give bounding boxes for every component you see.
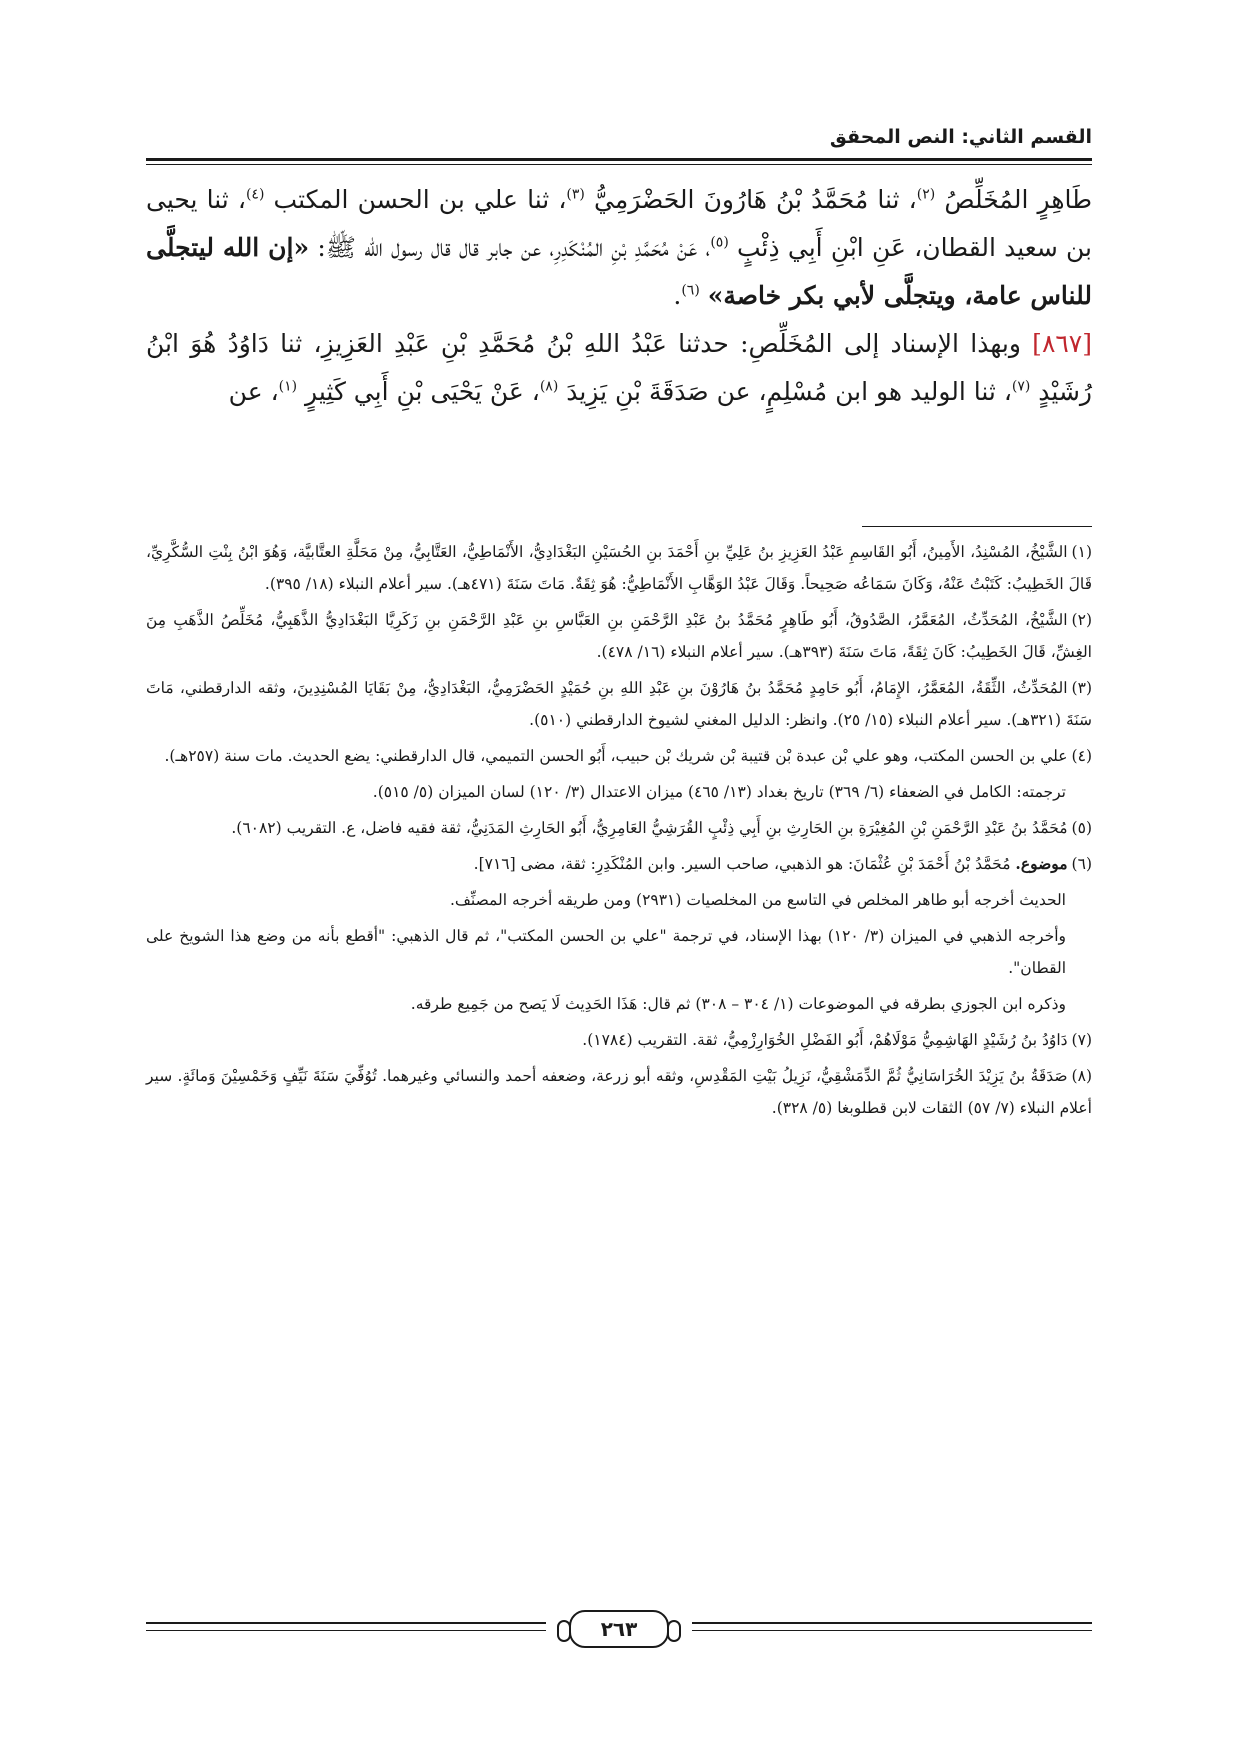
page-number: ٢٦٣ bbox=[569, 1610, 669, 1648]
text-run: ، عن bbox=[228, 377, 279, 406]
text-run: وبهذا الإسناد إلى المُخَلِّصِ: حدثنا عَبْدُ اللهِ بْنُ مُحَمَّدِ بْنِ عَبْدِ العَزِيزِ، ثنا دَاوُدُ هُوَ ابْنُ رُشَيْدٍ bbox=[146, 329, 1092, 406]
header-rule-thick bbox=[146, 158, 1092, 161]
grading-label: موضوع. bbox=[1015, 854, 1068, 873]
footnote-text: صَدَقَةُ بنُ يَزِيْدَ الخُرَاسَانِيُّ ثُمَّ الدِّمَشْقِيُّ، نَزِيلُ بَيْتِ المَقْدِسِ، وثقه أبو زرعة، وضعفه أحمد والنسائي وغيرهما. تُوُفِّيَ سَنَةَ نَيِّفٍ وَخَمْسِيْنَ وَمائَةٍ. سير أعلام النبلاء (٧/ ٥٧) الثقات لابن قطلوبغا (٥/ ٣٢٨). bbox=[146, 1067, 1092, 1117]
footnote-label: (٦) bbox=[1071, 855, 1092, 873]
footnote-label: (٨) bbox=[1071, 1067, 1092, 1085]
footnote-ref: (٤) bbox=[245, 186, 265, 203]
footnote-4-continued: ترجمته: الكامل في الضعفاء (٦/ ٣٦٩) تاريخ بغداد (١٣/ ٤٦٥) ميزان الاعتدال (٣/ ١٢٠) لسان الميزان (٥/ ٥١٥). bbox=[372, 783, 1066, 801]
text-run: ، عَنْ يَحْيَى بْنِ أَبِي كَثِيرٍ bbox=[297, 377, 540, 406]
footnote-separator bbox=[862, 526, 1092, 527]
footer-rule bbox=[146, 1622, 546, 1624]
main-text bbox=[146, 176, 1092, 416]
footnote-6 bbox=[146, 848, 1092, 880]
text-run: ، ثنا علي بن الحسن المكتب bbox=[264, 185, 567, 214]
footnote-text: مُحَمَّدُ بْنُ أَحْمَدَ بْنِ عُثْمَانَ: هو الذهبي، صاحب السير. وابن المُنْكَدِرِ: ثقة، مضى [٧١٦]. bbox=[473, 855, 1016, 873]
footnote-text: دَاوُدُ بنُ رُشَيْدٍ الهَاشِمِيُّ مَوْلَاهُمْ، أَبُو الفَضْلِ الخُوَارِزْمِيُّ، ثقة. التقريب (١٧٨٤). bbox=[582, 1031, 1068, 1049]
header-rule-thin bbox=[146, 164, 1092, 165]
section-title: القسم الثاني: النص المحقق bbox=[829, 126, 1092, 148]
footnote-text: علي بن الحسن المكتب، وهو علي بْن عبدة بْن قتيبة بْن شريك بْن حبيب، أَبُو الحسن التميمي، قال الدارقطني: يضع الحديث. مات سنة (٢٥٧هـ). bbox=[164, 747, 1068, 765]
footnote-text: الشَّيْخُ، المُحَدِّثُ، المُعَمَّرُ، الصَّدُوقُ، أَبُو طَاهِرٍ مُحَمَّدُ بنُ عَبْدِ الرَّحْمَنِ بنِ العَبَّاسِ بنِ عَبْدِ الرَّحْمَنِ بنِ زَكَرِيَّا البَغْدَادِيُّ الذَّهَبِيُّ، مُخَلِّصُ الذَّهَبِ مِنَ الغِشِّ، قَالَ الخَطِيبُ: كَانَ ثِقَةً، مَاتَ سَنَةَ (٣٩٣هـ). سير أعلام النبلاء (١٦/ ٤٧٨). bbox=[146, 611, 1092, 661]
footnote-1 bbox=[146, 536, 1092, 600]
footnote-label: (١) bbox=[1071, 543, 1092, 561]
text-run: ، ثنا الوليد هو ابن مُسْلِمٍ، عن صَدَقَةَ بْنِ يَزِيدَ bbox=[558, 377, 1012, 406]
footnote-text: مُحَمَّدُ بنُ عَبْدِ الرَّحْمَنِ بْنِ المُغِيْرَةِ بنِ الحَارِثِ بنِ أَبِي ذِئْبٍ القُرَشِيُّ العَامِرِيُّ، أَبُو الحَارِثِ المَدَنِيُّ، ثقة فقيه فاضل، ع. التقريب (٦٠٨٢). bbox=[231, 819, 1068, 837]
text-run: طَاهِرٍ المُخَلِّصُ bbox=[935, 185, 1093, 214]
footnote-label: (٥) bbox=[1071, 819, 1092, 837]
footnote-text: المُحَدِّثُ، الثِّقَةُ، المُعَمَّرُ، الإِمَامُ، أَبُو حَامِدٍ مُحَمَّدُ بنُ هَارُوْنَ بنِ عَبْدِ اللهِ بنِ حُمَيْدٍ الحَضْرَمِيُّ، البَغْدَادِيُّ، مِنْ بَقَايَا المُسْنِدِينَ، وثقه الدارقطني، مَاتَ سَنَةَ (٣٢١هـ). سير أعلام النبلاء (١٥/ ٢٥). وانظر: الدليل المغني لشيوخ الدارقطني (٥١٠). bbox=[146, 679, 1092, 729]
page-header bbox=[146, 118, 1092, 168]
footnote-ref: (٢) bbox=[916, 186, 936, 203]
footnote-ref: (٦) bbox=[681, 282, 700, 299]
footnotes bbox=[146, 536, 1092, 1128]
hadith-text: «إن الله ليتجلَّى للناس عامة، ويتجلَّى لأبي بكر خاصة» bbox=[146, 233, 1092, 310]
paragraph-hadith-867 bbox=[146, 320, 1092, 416]
footnote-ref: (٣) bbox=[566, 186, 585, 203]
footnote-ref: (١) bbox=[278, 378, 298, 395]
footnote-6-continued: الحديث أخرجه أبو طاهر المخلص في التاسع من المخلصيات (٢٩٣١) ومن طريقه أخرجه المصنِّف. bbox=[449, 891, 1066, 909]
footnote-label: (٤) bbox=[1071, 747, 1092, 765]
footnote-label: (٣) bbox=[1071, 679, 1092, 697]
footer-rule bbox=[146, 1630, 546, 1631]
text-run: . bbox=[673, 281, 682, 310]
footnote-ref: (٥) bbox=[710, 234, 729, 251]
footnote-4 bbox=[146, 740, 1092, 772]
page-footer bbox=[146, 1608, 1092, 1648]
footnote-5 bbox=[146, 812, 1092, 844]
footnote-6-continued: وذكره ابن الجوزي بطرقه في الموضوعات (١/ ٣٠٤ – ٣٠٨) ثم قال: هَذَا الحَدِيث لَا يَصح من جَمِيع طرقه. bbox=[410, 995, 1066, 1013]
document-page bbox=[146, 118, 1092, 1658]
footnote-text: الشَّيْخُ، المُسْنِدُ، الأَمِينُ، أَبُو القَاسِمِ عَبْدُ العَزِيزِ بنُ عَلِيِّ بنِ أَحْمَدَ بنِ الحُسَيْنِ البَغْدَادِيُّ، الأَنْمَاطِيُّ، العَتَّابِيُّ، مِنْ مَحَلَّةِ العتَّابيَّة، وَهُوَ ابْنُ بِنْتِ السُّكَّرِيِّ، قَالَ الخَطِيبُ: كَتَبْتُ عَنْهُ، وَكَانَ سَمَاعُه صَحِيحاً. وَقَالَ عَبْدُ الوَهَّابِ الأَنْمَاطِيُّ: هُوَ ثِقَةٌ. مَاتَ سَنَةَ (٤٧١هـ). سير أعلام النبلاء (١٨/ ٣٩٥). bbox=[146, 543, 1092, 593]
text-run: ، عَنْ مُحَمَّدِ بْنِ المُنْكَدِرِ، عن جابر قال قال رسول الله ﷺ: bbox=[309, 233, 711, 262]
text-run: ، ثنا يحيى بن سعيد القطان، عَنِ ابْنِ أَبِي ذِئْبٍ bbox=[146, 185, 1093, 262]
footnote-ref: (٧) bbox=[1011, 378, 1031, 395]
footnote-3 bbox=[146, 672, 1092, 736]
footer-rule bbox=[692, 1622, 1092, 1624]
footnote-ref: (٨) bbox=[539, 378, 559, 395]
footnote-7 bbox=[146, 1024, 1092, 1056]
text-run: ، ثنا مُحَمَّدُ بْنُ هَارُونَ الحَضْرَمِيُّ bbox=[584, 185, 917, 214]
paragraph-continuation bbox=[146, 176, 1092, 320]
footer-rule bbox=[692, 1630, 1092, 1631]
footnote-label: (٢) bbox=[1071, 611, 1092, 629]
footnote-label: (٧) bbox=[1071, 1031, 1092, 1049]
footnote-6-continued: وأخرجه الذهبي في الميزان (٣/ ١٢٠) بهذا الإسناد، في ترجمة "علي بن الحسن المكتب"، ثم قال الذهبي: "أقطع بأنه من وضع هذا الشويخ على القطان". bbox=[146, 927, 1066, 977]
footnote-2 bbox=[146, 604, 1092, 668]
footnote-8 bbox=[146, 1060, 1092, 1124]
hadith-number: [٨٦٧] bbox=[1032, 329, 1092, 358]
